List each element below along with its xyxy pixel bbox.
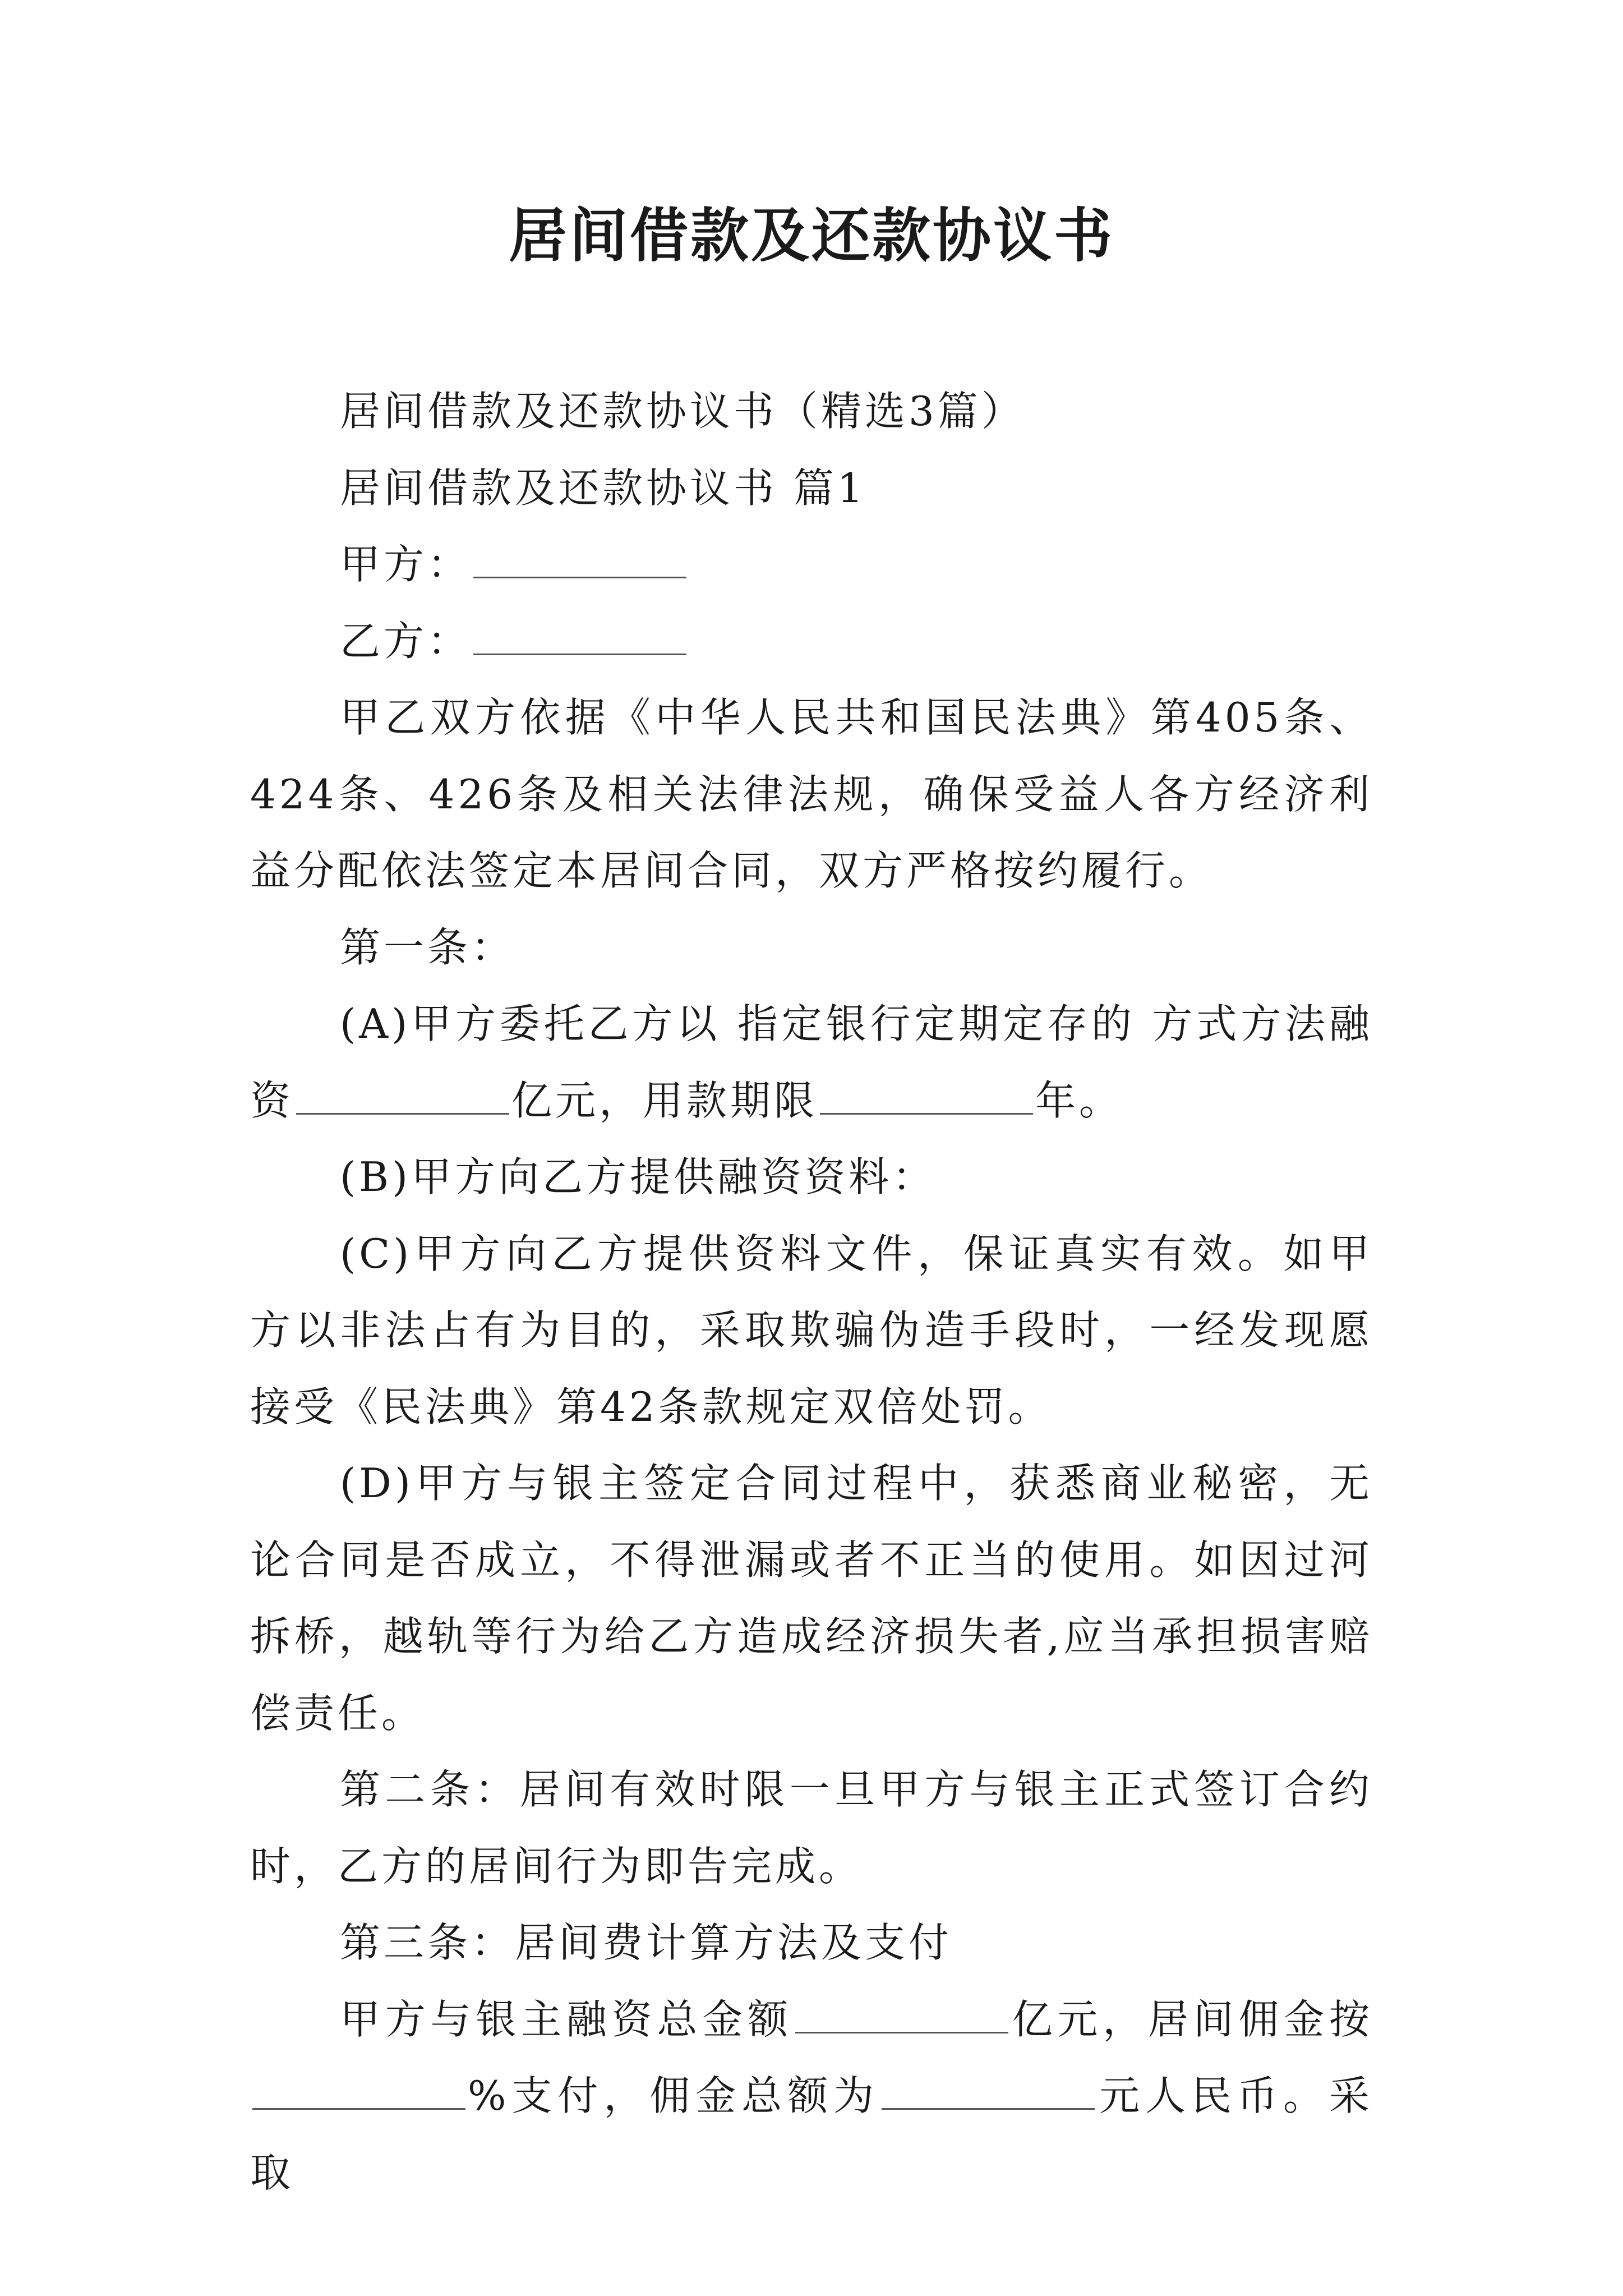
article3-text-4: 元人民币。采取 <box>250 2072 1373 2196</box>
article1-heading: 第一条： <box>340 923 515 971</box>
article2-paragraph: 第二条：居间有效时限一旦甲方与银主正式签订合约时，乙方的居间行为即告完成。 <box>250 1766 1373 1890</box>
document-body <box>250 373 1373 2211</box>
financing-amount-blank <box>296 1077 509 1115</box>
clause-c-paragraph: (C)甲方向乙方提供资料文件，保证真实有效。如甲方以非法占有为目的，采取欺骗伪造手段时，一经发现愿接受《民法典》第42条款规定双倍处罚。 <box>250 1230 1373 1430</box>
party-a-line <box>250 526 1373 603</box>
clause-d-paragraph: (D)甲方与银主签定合同过程中，获悉商业秘密，无论合同是否成立，不得泄漏或者不正当的使用。如因过河拆桥，越轨等行为给乙方造成经济损失者,应当承担损害赔偿责任。 <box>250 1460 1373 1737</box>
article3-text-3: %支付，佣金总额为 <box>468 2072 880 2119</box>
article3-paragraph <box>250 1981 1373 2211</box>
commission-rate-blank <box>252 2072 465 2110</box>
clause-a-text-1: (A)甲方委托乙方以 指定银行定期定存的 方式方法融资 <box>250 1000 1373 1124</box>
clause-a-paragraph <box>250 986 1373 1139</box>
clause-a-text-2: 亿元，用款期限 <box>511 1076 818 1124</box>
loan-term-blank <box>820 1077 1033 1115</box>
clause-a-text-3: 年。 <box>1035 1076 1123 1124</box>
party-b-blank <box>473 618 686 655</box>
party-b-line <box>250 603 1373 680</box>
article3-text-2: 亿元，居间佣金按 <box>1010 1995 1373 2043</box>
party-a-label: 甲方： <box>340 541 472 588</box>
subtitle-paragraph: 居间借款及还款协议书（精选3篇） <box>340 388 1025 435</box>
party-a-blank <box>473 541 686 578</box>
clause-b-paragraph: (B)甲方向乙方提供融资资料： <box>340 1153 937 1200</box>
article3-text-1: 甲方与银主融资总金额 <box>340 1995 793 2043</box>
commission-total-blank <box>882 2072 1095 2110</box>
total-financing-blank <box>795 1996 1008 2033</box>
section-heading: 居间借款及还款协议书 篇1 <box>340 464 866 512</box>
intro-paragraph: 甲乙双方依据《中华人民共和国民法典》第405条、424条、426条及相关法律法规，确保受益人各方经济利益分配依法签定本居间合同，双方严格按约履行。 <box>250 694 1373 894</box>
party-b-label: 乙方： <box>340 617 472 665</box>
article3-heading: 第三条：居间费计算方法及支付 <box>340 1919 953 1966</box>
document-title: 居间借款及还款协议书 <box>508 201 1114 270</box>
